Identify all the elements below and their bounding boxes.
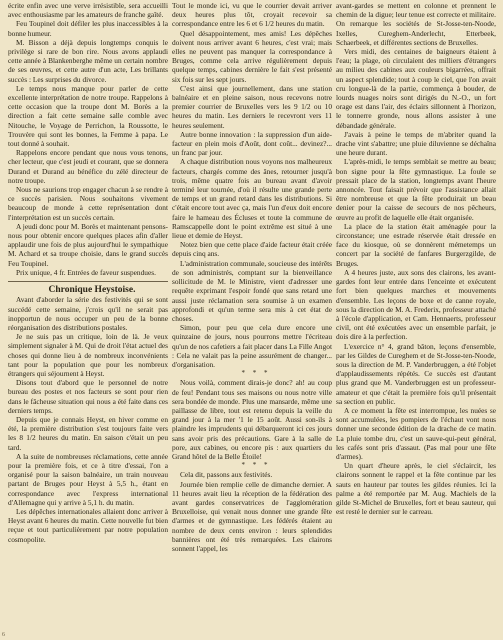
column-2 (172, 1, 332, 639)
paragraph: Les dépêches internationales allaient donc arriver à Heyst avant 6 heures du matin. Cette nouvelle fut bien reçue et tout particulièrement par notre population cosmopolite. (8, 506, 168, 544)
paragraph: Autre bonne innovation : la suppression d'un aide-facteur en plein mois d'Août, dont coût... devinez?... un franc par jour. (172, 129, 332, 158)
paragraph: Cela dit, passons aux festivités. (180, 470, 273, 480)
paragraph: A la suite de nombreuses réclamations, cette année pour la première fois, et ce à titre d'essai, l'on a organisé pour la saison balnéaire, un train nouveau partant de Bruges pour Heyst à 5,5 h., étant en correspondance avec l'express international d'Allemagne qui y arrive à 5,1 h. du matin. (8, 451, 168, 507)
paragraph: Rappelons encore pendant que nous vous tenons, cher lecteur, que c'est jeudi et courant, que se donnera Durand et Durand au bénéfice du zélé directeur de notre troupe. (8, 148, 168, 185)
paragraph: avant-gardes se mettent en colonne et prennent le chemin de la digue; leur tenue est correcte et militaire. On remarque les sociétés de St-Josse-ten-Noode, Ixelles, Cureghem-Anderlecht, Etterbeek, Schaerbeek, et différentes sections de Bruxelles. (336, 1, 496, 47)
paragraph: Le temps nous manque pour parler de cette excellente interprétation de notre troupe. Rappelons à cette occasion que la troupe dont M. Borès a la direction a fait cette semaine salle comble avec Nitouche, le Voyage de Perrichon, la Roussotte, le Trouvère qui sont les bonnes, la Femme à papa. Le tout donné à souhait. (8, 83, 168, 149)
paragraph: Depuis que je connais Heyst, en hiver comme en été, la première distribution s'est toujours faite vers les 8 1/2 heures du matin. En saison c'était un peu tard. (8, 414, 168, 452)
section-separator: * * * (241, 461, 271, 470)
section-heading: Chronique Heystoise. (48, 285, 136, 296)
paragraph: A ce moment la fête est interrompue, les nuées se sont accumulées, les pompiers de l'échaut vont nous donner une seconde édition de la drache de ce matin. La pluie tombe dru, c'est un sauve-qui-peut général, les cafés sont pris d'assaut. (Pas mal pour une fête d'armes). (336, 405, 496, 461)
paragraph: Nous voilà, comment dirais-je donc? ah! au coup de feu! Pendant tous ses maisons ou nous notre ville sera bondée de monde. Plus une mansarde, même une paillasse de libre, tout est retenu depuis la veille du grand jour à la mer '1 le 15 août. Aussi son-ils à plaindre les imprudents qui débarqueront ici ces jours sans avoir pris des précautions. Gare à la salle de pore, aux cabines, ou encore pis : aux quartiers du Grand hôtel de la Belle Étoile! (172, 378, 332, 461)
column-1 (8, 1, 168, 639)
paragraph: écrite enfin avec une verve irrésistible, sera accueilli avec enthousiasme par les amateurs de franche gaîté. (8, 1, 168, 20)
paragraph: L'après-midi, le temps semblait se mettre au beau; bon signe pour la fête gymnastique. La foule se pressait place de la station, longtemps avant l'heure annoncée. Tout faisait prévoir que l'assistance allait être nombreuse et que la fête produirait un beau denier pour la caisse de secours de nos pêcheurs, œuvre au profit de laquelle elle était organisée. (336, 157, 496, 222)
paragraph: Nous ne saurions trop engager chacun à se rendre à ce succès parisien. Nous souhaitons vivement beaucoup de monde à cette représentation dont l'interprétation est un succès certain. (8, 185, 168, 222)
paragraph: Journée bien remplie celle de dimanche dernier. A 11 heures avait lieu la réception de la fédération des avant gardes conservatrices de l'agglomération Bruxelloise, qui venait nous donner une grande fête d'armes et de gymnastique. Les fédérés étaient au nombre de deux cents environ : leurs splendides bannières ont été très remarquées. Les clairons sonnent l'appel, les (172, 479, 332, 553)
paragraph: Je ne suis pas un critique, loin de là. Je veux simplement signaler à M. Qui de droit l'état actuel des choses qui donne lieu à de nombreux inconvénients tant pour la population que pour les nombreux étrangers qui séjournent à Heyst. (8, 332, 168, 378)
paragraph: La place de la station était aménagée pour la circonstance; une estrade réservée était dressée en face du kiosque, où se donnèrent mémetemps un concert par la société de fanfares Burgerzgilde, de Bruges. (336, 221, 496, 268)
paragraph: C'est ainsi que journellement, dans une station balnéaire et en pleine saison, nous recevons notre premier courrier de Bruxelles vers les 9 1/2 ou 10 heures du matin. Les derniers le recevront vers 11 heures seulement. (172, 83, 332, 130)
section-divider (8, 281, 168, 282)
section-separator: * * * (241, 369, 271, 378)
paragraph: Quel désappointement, mes amis! Les dépêches doivent nous arriver avant 6 heures, c'est vrai; mais elles ne peuvent pas manquer la correspondance à Bruges, comme cela arrive régulièrement depuis quelque temps, cabines dernière le fait s'est présenté six fois sur les sept jours. (172, 28, 332, 84)
paragraph: Prix unique, 4 fr. Entrées de faveur suspendues. (16, 267, 156, 277)
paragraph: L'exercice n° 4, grand bâton, leçons d'ensemble, par les Gildes de Cureghem et de St-Josse-ten-Noode, sous la direction de M. P. Vanderbruggen, a été l'objet d'applaudissements répétés. Ce succès est d'autant plus grand que M. Vanderbruggen est un professeur-amateur et que c'était la première fois qu'il présentait sa section en public. (336, 341, 496, 406)
paragraph: Tout le monde ici, vu que le courrier devait arriver deux heures plus tôt, croyait recevoir sa correspondance entre les 6 et 6 1/2 heures du matin. (172, 1, 332, 29)
page-marker: 6 (2, 632, 5, 638)
paragraph: Feu Toupinel doit défiler les plus inaccessibles à la bonne humeur. (8, 19, 168, 38)
paragraph: Un quart d'heure après, le ciel s'éclaircit, les clairons sonnent le rappel et la fête continue par les sauts en hauteur par toutes les gildes réunies. Ici la palme a été remportée par M. Aug. Machiels de la gilde St-Michel de Bruxelles, fort et beau sauteur, qui est resté le dernier sur le carreau. (336, 461, 496, 517)
paragraph: Vers midi, des centaines de baigneurs étaient à l'eau; la plage, où circulaient des milliers d'étrangers au milieu des cabines aux couleurs bigarrées, offrait un aspect splendide; tout à coup le ciel, que l'on avait cru longue-là de la partie, commença à bouder, de lourds nuages noirs sont dirigés du N.-O., un fort orage est dans l'air, des éclairs sillonnent à l'horizon, le tonnerre gronde, nous allons assister à une débandade générale. (336, 47, 496, 130)
paragraph: A jeudi donc pour M. Borès et maintenant pensons-nous pour obtenir encore quelques places afin d'aller applaudir une fois de plus aujourd'hui le sympathique M. Achard et sa troupe choisie, dans le grand succès Feu Toupinel. (8, 221, 168, 268)
paragraph: Notez bien que cette place d'aide facteur était créée depuis cinq ans. (172, 240, 332, 259)
paragraph: A 4 heures juste, aux sons des clairons, les avant-gardes font leur entrée dans l'enceinte et exécutent fort bien quelques marches et mouvements d'ensemble. Les leçons de boxe et de canne royale, sous la direction de M. A. Frederix, professeur attaché à l'école d'application, et Cam. Hennaerts, professeur civil, ont été exécutées avec un ensemble parfait, je dois dire à la perfection. (336, 267, 496, 342)
paragraph: A chaque distribution nous voyons nos malheureux facteurs, chargés comme des ânes, retourner jusqu'à trois, même quatre fois au bureau avant d'avoir terminé leur tournée, d'où il résulte une grande perte de temps et un grand retard dans les distributions. Si c'était encore tout avec ça, mais l'un d'eux doit encore faire le hameau des Écluses et toute la commune de Ramscappelle dont le point extrême est situé à une lieue et demie de Heyst. (172, 157, 332, 241)
column-3 (336, 1, 496, 639)
paragraph: Avant d'aborder la série des festivités qui se sont succédé cette semaine, j'crois qu'il ne serait pas inopportun de nous occuper un peu de la bonne réorganisation des distributions postales. (8, 295, 168, 332)
paragraph: J'avais à peine le temps de m'abriter quand la drache vint s'abattre; une pluie diluvienne se déchaîna une heure durant. (336, 129, 496, 158)
paragraph: M. Bisson a déjà depuis longtemps conquis le privilège si rare de bon rire. Nous avons applaudi cette année à Blankenberghe même un certain nombre de ses œuvres, et cette autre d'un acte, Les brillants succès : Les surprises du divorce. (8, 37, 168, 84)
paragraph: Disons tout d'abord que le personnel de notre bureau des postes et nos facteurs se sont pour rien dans le fâcheuse situation qui nous a été faite dans ces derniers temps. (8, 378, 168, 415)
paragraph: L'administration communale, soucieuse des intérêts de son administrés, comptant sur la bienveillance sollicitude de M. le Ministre, vient d'adresser une requête exprimant l'espoir fondé que sans retard une aussi juste réclamation sera soumise à un examen approfondi et qu'un terme sera mis à cet état de choses. (172, 258, 332, 323)
paragraph: Simon, pour peu que cela dure encore une quinzaine de jours, nous pourrons mettre l'écriteau qu'un de nos cafetiers a fait placer dans La Fille Angot : Cela ne valait pas la peine assurément de changer... d'organisation. (172, 323, 332, 369)
